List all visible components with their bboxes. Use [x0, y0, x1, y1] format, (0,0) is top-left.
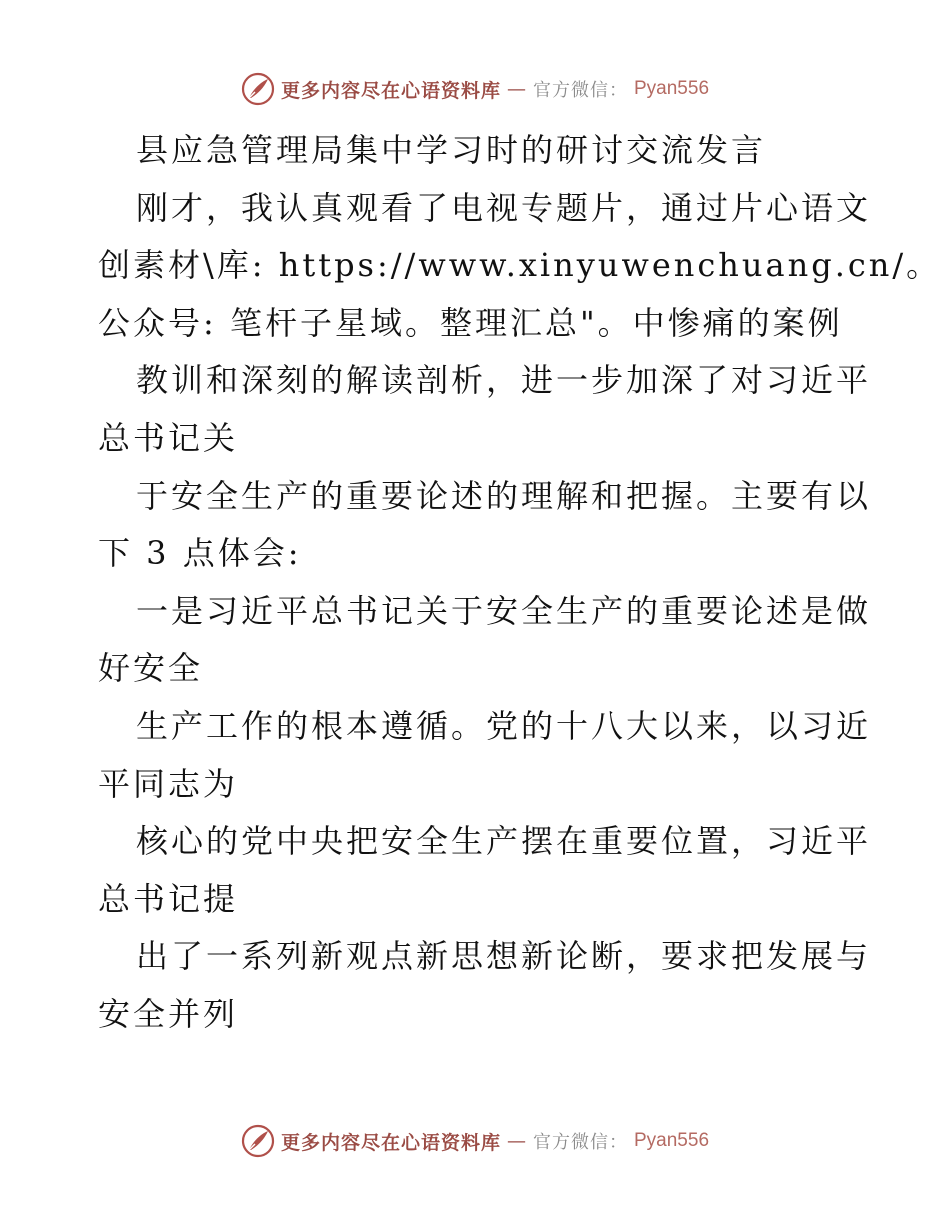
text-line: 教训和深刻的解读剖析，进一步加深了对习近平 [136, 361, 872, 400]
document-title: 县应急管理局集中学习时的研讨交流发言 [136, 131, 767, 169]
text-line: 一是习近平总书记关于安全生产的重要论述是做 [136, 591, 872, 630]
watermark-wechat-label: 官方微信： [533, 1132, 628, 1153]
watermark-dash: — [507, 78, 527, 100]
watermark-label: 更多内容尽在心语资料库 [280, 79, 501, 102]
text-line: 生产工作的根本遵循。党的十八大以来，以习近 [136, 706, 872, 745]
header-watermark [0, 72, 950, 106]
text-line: 刚才，我认真观看了电视专题片，通过片心语文 [136, 188, 872, 227]
quill-logo-icon [241, 1124, 275, 1158]
watermark-dash: — [507, 1130, 527, 1152]
text-line: 平同志为 [98, 764, 239, 803]
text-line: 创素材\库: https://www.xinyuwenchuang.cn/。 [98, 246, 942, 285]
text-line: 总书记关 [98, 418, 239, 457]
text-line: 公众号: 笔杆子星域。整理汇总"。中惨痛的案例 [98, 303, 843, 342]
text-line: 下 3 点体会: [98, 534, 302, 573]
watermark-wechat-label: 官方微信： [533, 80, 628, 101]
watermark-wechat-id: Pyan556 [634, 78, 710, 99]
text-line: 安全并列 [98, 994, 239, 1033]
document-body [98, 122, 942, 1044]
watermark-label: 更多内容尽在心语资料库 [280, 1131, 501, 1154]
quill-logo-icon [241, 72, 275, 106]
watermark-wechat-id: Pyan556 [634, 1130, 710, 1151]
text-line: 出了一系列新观点新思想新论断，要求把发展与 [136, 937, 872, 976]
text-line: 核心的党中央把安全生产摆在重要位置，习近平 [136, 822, 872, 861]
text-line: 好安全 [98, 649, 204, 688]
text-line: 于安全生产的重要论述的理解和把握。主要有以 [136, 476, 872, 515]
footer-watermark [0, 1124, 950, 1158]
text-line: 总书记提 [98, 879, 239, 918]
